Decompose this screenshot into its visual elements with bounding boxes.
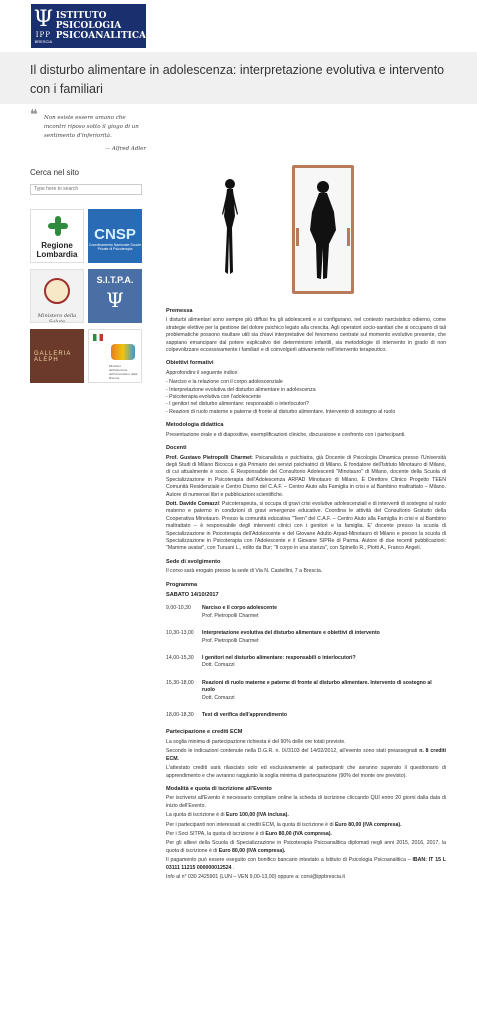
section-programma-heading: Programma — [166, 581, 198, 588]
obiettivi-intro: Approfondire il seguente indice: — [166, 369, 239, 376]
programma-session — [202, 605, 277, 620]
article-body — [166, 302, 446, 883]
iscrizione-text-6c: . — [231, 864, 235, 871]
docente-2-bio: : Psicoterapeuta, si occupa di gravi crisi evolutive adolescenziali e di interventi di sostegno al ruolo materno e paterno in condizioni di gravi emergenze educative. Coordina le attività del Consultorio Gratuito della Cooperativa Minotauro. Presso la comunità educativa "Teen" del C.A.F. – Centro Aiuto alla Famiglia in crisi e al Bambino maltrattato – è responsabile degli interventi clinici con i genitori e la famiglia. E' docente presso la scuola di Specializzazione in Psicoterapia dell'Adolescente e del Giovane Adulto Arpad-Minotauro di Milano e presso la scuola di Specializzazione in Psicoterapia con l'Adolescente e il Giovane SIPRe di Parma. Autore di due recenti pubblicazioni: "Mamme avatar", con Turuani L., edito da Bur; "Il corpo in una stanza", con Spinello R., Piotti A., Franco Angeli. — [166, 500, 446, 552]
banner-cnsp-title: CNSP — [94, 226, 136, 243]
programma-speaker: Dott. Comazzi — [202, 694, 235, 701]
republic-emblem-icon — [44, 278, 70, 304]
table-row — [166, 655, 446, 670]
lombardia-rose-icon — [48, 216, 68, 236]
search-heading: Cerca nel sito — [30, 168, 79, 177]
banner-lombardia-line1: Regione — [41, 241, 73, 250]
table-row — [166, 680, 446, 702]
banner-aleph-caption: GALLERIA ALEPH — [34, 351, 72, 363]
banner-cnsp-subtitle: Coordinamento Nazionale Scuole Private di Psicoterapia — [88, 243, 142, 251]
ecm-text-2a: Secondo le indicazioni contenute nella D.G.R. n. IX/3103 del 14/02/2012, all'evento sono stati preassegnati — [166, 748, 420, 755]
banner-sitpa[interactable] — [88, 269, 142, 323]
quota-allievi: Euro 80,00 (IVA compresa). — [218, 847, 286, 854]
banner-ministero-caption: Ministero della Salute — [37, 313, 77, 323]
italian-flag-icon — [93, 334, 103, 341]
section-obiettivi-heading: Obiettivi formativi — [166, 360, 214, 367]
page-content — [0, 104, 477, 1024]
logo-line-2: PSICOLOGIA — [55, 21, 122, 31]
miur-logo-icon — [111, 344, 135, 360]
iscrizione-text-5 — [166, 840, 446, 855]
programma-title: Interpretazione evolutiva del disturbo alimentare e obiettivi di intervento — [202, 630, 380, 637]
sidebar — [30, 107, 146, 383]
logo-line-1: ISTITUTO — [55, 11, 107, 21]
iscrizione-text-2 — [166, 812, 446, 819]
banner-lombardia-text — [31, 241, 83, 259]
mirror-leg-left — [296, 228, 299, 246]
table-row — [166, 605, 446, 620]
banner-cnsp[interactable] — [88, 209, 142, 263]
programma-speaker: Prof. Pietropolli Charmet — [202, 637, 259, 644]
iscrizione-text-5a: Per gli allievi della Scuola di Specializzazione in Psicoterapia Psicoanalitica diplomati negli anni 2015, 2016, 2017, la quota di iscrizione è di — [166, 840, 446, 854]
logo-line-3: PSICOANALITICA — [55, 31, 146, 41]
section-sede-text: Il corso sarà erogato presso la sede di Via N. Castellini, 7 a Brescia. — [166, 568, 323, 575]
banner-lombardia-line2: Lombardia — [36, 250, 78, 259]
quote-text: Non esiste essere umano che incontri riposo sotto il giogo di un sentimento d'inferiorità. — [44, 115, 139, 139]
quote-author: — Alfred Adler — [104, 146, 146, 152]
section-metodologia-text: Presentazione orale e di diapositive, esemplificazioni cliniche, discussione e confronto con i partecipanti. — [166, 431, 406, 438]
iscrizione-text-6 — [166, 857, 446, 872]
programma-session — [202, 712, 287, 719]
ecm-text-1: La soglia minima di partecipazione richiesta è del 90% delle ore totali previste. — [166, 738, 346, 745]
iban: IBAN: IT 15 L 03111 11215 000000012524 — [166, 857, 446, 871]
docente-1-name: Prof. Gustavo Pietropolli Charmet — [166, 454, 252, 461]
logo-wordmark — [56, 11, 146, 41]
table-row — [166, 630, 446, 645]
quota-no-ecm: Euro 80,00 (IVA compresa). — [334, 821, 402, 828]
banner-miur-caption: Ministero dell'Istruzione, dell'Università e della Ricerca — [109, 364, 138, 380]
table-row — [166, 712, 446, 719]
mirror-illustration — [166, 104, 446, 294]
banner-galleria-aleph[interactable] — [30, 329, 84, 383]
programma-date: SABATO 14/10/2017 — [166, 592, 219, 598]
page-title-bar — [0, 52, 477, 104]
banner-ministero-salute[interactable] — [30, 269, 84, 323]
quote-mark-icon: ❝ — [30, 107, 38, 123]
ecm-credits: n. 8 crediti ECM. — [166, 748, 446, 762]
banner-miur[interactable] — [88, 329, 142, 383]
programma-title: Test di verifica dell'apprendimento — [202, 712, 288, 719]
psi-logo-icon: Ψ IPP BRESCIA — [33, 6, 54, 44]
iscrizione-text-3 — [166, 822, 446, 829]
obiettivi-list — [166, 379, 446, 416]
mirror-frame — [292, 165, 354, 294]
programma-time: 9,00-10,30 — [166, 605, 191, 612]
docente-1 — [166, 455, 446, 499]
programma-title: I genitori nel disturbo alimentare: responsabili o interlocutori? — [202, 655, 356, 662]
programma-title: Reazioni di ruolo materne e paterne di fronte al disturbo alimentare. Intervento di sostegno al ruolo — [202, 679, 432, 694]
programma-time: 10,30-13,00 — [166, 630, 194, 637]
section-iscrizione-heading: Modalità e quota di iscrizione all'Evento — [166, 785, 272, 792]
mirror-leg-right — [347, 228, 350, 246]
programma-session — [202, 630, 380, 645]
logo-mark-text: IPP — [35, 30, 51, 39]
docente-2-name: Dott. Davide Comazzi — [166, 500, 219, 507]
section-premessa-text: I disturbi alimentari sono sempre più diffusi fra gli adolescenti e si configurano, nel contesto narcisistico odierno, come strategie elettive per la gestione del dolore psichico legato alla crescita. Agli operatori socio-sanitari che si occupano di tali problematiche possono risultare utili sia chiavi interpretative del fenomeno centrate sul momento evolutivo presente, che sappiano emancipare dal potere esplicativo dei determinismi infantili, sia metodologie di intervento in grado di non colpevolizzare eccessivamente i familiari e di coinvolgerli attivamente nell'intervento terapeutico. — [166, 317, 446, 354]
page-title: Il disturbo alimentare in adolescenza: interpretazione evolutiva e intervento con i familiari — [30, 63, 445, 96]
banner-sitpa-title: S.I.T.P.A. — [96, 275, 134, 285]
site-logo[interactable] — [31, 4, 146, 48]
quota-full: Euro 100,00 (IVA inclusa). — [225, 812, 289, 819]
docente-1-bio: : Psicanalista e psichiatra, già Docente di Psicologia Dinamica presso l'Università degli Studi di Milano Bicocca e già Primario dei servizi psichiatrici di Milano. È fondatore dell'Istituto Minotauro di Milano, di cui attualmente è socio. È Responsabile del Consultorio Adolescenti "Minotauro" di Milano, docente della Scuola di Specializzazione in Psicoterapia dell'Adolescenza ARPAD Minotauro di Milano. È Direttore Clinico Progetto TEEN Comunità Residenziale e Centro Diurno del C.A.F. – Centro Aiuto alla Famiglia in crisi e al Bambino maltrattato – Milano. Autore di numerosi libri e pubblicazioni scientifiche. — [166, 454, 446, 498]
programma-speaker: Dott. Comazzi — [202, 662, 235, 669]
programma-title: Narciso e il corpo adolescente — [202, 605, 277, 612]
section-ecm-heading: Partecipazione e crediti ECM — [166, 729, 243, 736]
iscrizione-text-4 — [166, 831, 446, 838]
list-item: - Reazioni di ruolo materne e paterne di fronte al disturbo alimentare. Intervento di sostegno al ruolo — [166, 408, 396, 415]
list-item: - Narciso e la relazione con il corpo adolescenziale — [166, 379, 283, 386]
section-sede-heading: Sede di svolgimento — [166, 558, 221, 565]
logo-city-text: BRESCIA — [34, 38, 53, 44]
iscrizione-text-2a: La quota di iscrizione è di — [166, 812, 226, 819]
list-item: - Psicoterapia evolutiva con l'adolescente — [166, 394, 261, 401]
list-item: - Interpretazione evolutiva del disturbo alimentare in adolescenza — [166, 386, 316, 393]
iscrizione-text-4a: Per i Soci SITPA, la quota di iscrizione è di — [166, 830, 266, 837]
iscrizione-text-1: Per iscriversi all'Evento è necessario compilare online la scheda di iscrizione cliccando QUI entro 20 giorni dalla data di inizio dell'Evento. — [166, 795, 446, 809]
programma-time: 18,00-18,30 — [166, 712, 194, 719]
main-column — [166, 104, 446, 880]
list-item: - I genitori nel disturbo alimentare: responsabili o interlocutori? — [166, 401, 310, 408]
programma-time: 15,30-18,00 — [166, 679, 194, 686]
ecm-text-2 — [166, 748, 446, 763]
programma-session — [202, 680, 446, 702]
programma-speaker: Prof. Pietropolli Charmet — [202, 612, 259, 619]
iscrizione-contact: Info al n° 030 2425901 (LUN – VEN 9,00-13,00) oppure a: corsi@ippbrescia.it — [166, 873, 345, 880]
iscrizione-text-3a: Per i partecipanti non interessati ai crediti ECM, la quota di iscrizione è di — [166, 821, 335, 828]
sidebar-quote — [30, 107, 146, 154]
banner-regione-lombardia[interactable] — [30, 209, 84, 263]
site-header — [0, 0, 477, 52]
quota-sitpa: Euro 80,00 (IVA compresa). — [265, 830, 332, 837]
reflection-silhouette-icon — [307, 178, 339, 282]
slim-woman-silhouette-icon — [218, 176, 242, 276]
iscrizione-text-6a: Il pagamento può essere eseguito con bonifico bancario intestato a Istituto di Psicologia Psicoanalitica – — [166, 857, 413, 864]
programma-session — [202, 655, 356, 670]
section-metodologia-heading: Metodologia didattica — [166, 422, 224, 429]
programma-time: 14,00-15,30 — [166, 655, 194, 662]
search-input[interactable] — [30, 184, 142, 195]
docente-2 — [166, 501, 446, 553]
section-premessa-heading: Premessa — [166, 308, 193, 314]
banner-grid — [30, 209, 146, 383]
psi-icon: Ψ — [106, 288, 124, 312]
section-docenti-heading: Docenti — [166, 445, 187, 452]
ecm-text-3: L'attestato crediti sarà rilasciato solo ed esclusivamente ai partecipanti che avranno superato il questionario di apprendimento e che avranno raggiunto la soglia minima di partecipazione (90% del monte ore previsto). — [166, 765, 446, 779]
